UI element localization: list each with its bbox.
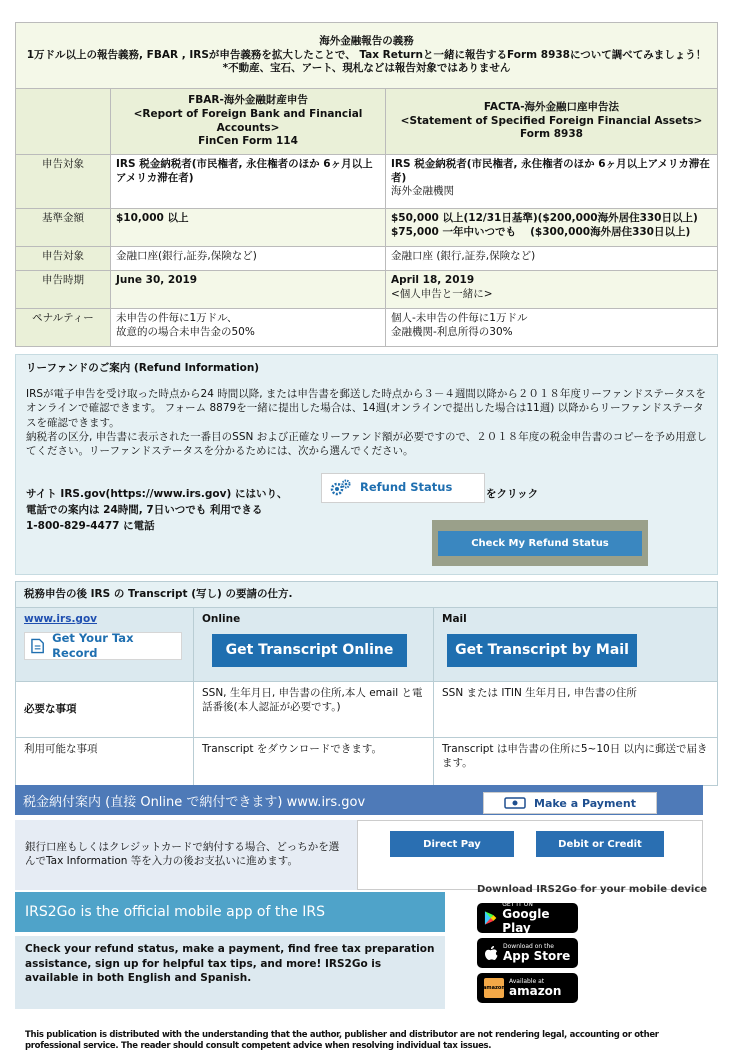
download-label: Download IRS2Go for your mobile device [477, 884, 708, 895]
amazon-logo-text: amazon [483, 985, 505, 991]
google-play-text: Google Play [502, 907, 550, 935]
requirements-online: SSN, 生年月日, 申告書の住所,本人 email と電話番後(本人認証が必要です。) [194, 682, 434, 738]
refund-paragraph-2: 納税者の区分, 申告書に表示された一番目のSSN および正確なリーファンド額が必要ですので、２０１８年度の税金申告書のコピーを予め用意してください。リーファンドステータスを分かるためには、次から選んでください。 [26, 430, 707, 457]
fbar-title: FBAR-海外金融財産申告 [188, 94, 308, 107]
facta-cell [386, 209, 718, 247]
disclaimer: This publication is distributed with the understanding that the author, publisher and distributor are not rendering legal, accounting or other professional service. The reader should consult competent advice when resolving individual tax issues. [25, 1030, 659, 1052]
payment-options-box [357, 820, 703, 890]
online-cell [194, 608, 434, 682]
availability-label: 利用可能な事項 [16, 738, 194, 786]
payment-title: 税金納付案内 (直接 Online で納付できます) www.irs.gov [23, 794, 366, 810]
facta-cell [386, 271, 718, 309]
fbar-cell: $10,000 以上 [111, 209, 386, 247]
overview-line1: 1万ドル以上の報告義務, FBAR , IRSが申告義務を拡大したことで、 Tax Returnと一緒に報告するForm 8938について調べてみましょう！ [26, 48, 707, 61]
row-label: 申告時期 [16, 271, 111, 309]
transcript-table [15, 581, 718, 786]
gears-icon [330, 479, 352, 497]
facta-cell-line1: $50,000 以上(12/31日基準)($200,000海外居住330日以上) [391, 212, 698, 224]
document-icon [31, 638, 44, 654]
table-row [16, 682, 718, 738]
online-heading: Online [202, 613, 241, 625]
amazon-badge[interactable] [477, 973, 578, 1003]
table-row [16, 209, 718, 247]
overview-title: 海外金融報告の義務 [319, 35, 414, 48]
refund-paragraph-1: IRSが電子申告を受け取った時点から24 時間以降, または申告書を郵送した時点から３－４週間以降から２０１８年度リーファンドステータスをオンラインで確認できます。 フォーム 8879を一緒に提出した場合は、14週(オンラインで提出した場合は11週) 以降からリーファンドステータスを確認できます。 [26, 388, 706, 429]
debit-credit-button[interactable]: Debit or Credit [536, 831, 664, 857]
refund-info-section [15, 354, 718, 575]
facta-cell [386, 155, 718, 209]
app-store-badge[interactable] [477, 938, 578, 968]
refund-status-label: Refund Status [360, 480, 453, 495]
google-play-icon [484, 910, 497, 926]
app-store-small-text: Download on the [503, 942, 554, 950]
facta-cell-line2: 金融機関-利息所得の30% [391, 325, 513, 338]
fbar-column-header [111, 89, 386, 155]
direct-pay-button[interactable]: Direct Pay [390, 831, 514, 857]
refund-phone-number: 1-800-829-4477 に電話 [26, 520, 155, 532]
tax-record-label: Get Your Tax Record [52, 630, 134, 661]
fbar-subtitle: <Report of Foreign Bank and Financial Accounts> [133, 107, 363, 134]
fbar-cell-line1: 未申告の件毎に1万ドル、 [116, 312, 238, 324]
refund-title: リーファンドのご案内 (Refund Information) [26, 362, 260, 374]
table-row [16, 738, 718, 786]
table-row [16, 271, 718, 309]
facta-cell-line2: <個人申告と一緒に> [391, 287, 493, 300]
amazon-text: amazon [509, 983, 562, 998]
facta-cell-line2: 海外金融機関 [391, 185, 454, 198]
refund-click-text: をクリック [486, 488, 539, 500]
fbar-comparison-table [15, 22, 718, 347]
get-transcript-online-button[interactable]: Get Transcript Online [212, 634, 407, 667]
fbar-form: FinCen Form 114 [198, 135, 298, 148]
row-label: ペナルティー [16, 309, 111, 347]
overview-header [16, 23, 718, 89]
amazon-small-text: Available at [509, 977, 545, 985]
requirements-label: 必要な事項 [16, 682, 194, 738]
money-icon [504, 797, 526, 809]
facta-title: FACTA-海外金融口座申告法 [483, 101, 620, 114]
fbar-cell: June 30, 2019 [111, 271, 386, 309]
google-play-badge[interactable] [477, 903, 578, 933]
fbar-cell-line2: 故意的の場合未申告金の50% [116, 325, 255, 338]
fbar-cell [111, 309, 386, 347]
facta-column-header [386, 89, 718, 155]
irs2go-description: Check your refund status, make a payment, find free tax preparation assistance, sign up for helpful tax tips, and more! IRS2Go is available in both English and Spanish. [15, 936, 445, 1009]
row-label: 申告対象 [16, 247, 111, 271]
fbar-cell: 金融口座(銀行,証券,保険など) [111, 247, 386, 271]
mail-heading: Mail [442, 613, 467, 625]
mail-cell [434, 608, 718, 682]
apple-icon [484, 945, 498, 961]
transcript-title: 税務申告の後 IRS の Transcript (写し) の要請の仕方. [16, 582, 718, 608]
facta-cell [386, 309, 718, 347]
get-transcript-by-mail-button[interactable]: Get Transcript by Mail [447, 634, 637, 667]
check-refund-status-button[interactable]: Check My Refund Status [438, 531, 642, 556]
table-row [16, 608, 718, 682]
row-label: 申告対象 [16, 155, 111, 209]
facta-cell-line2: $75,000 一年中いつでも ($300,000海外居住330日以上) [391, 225, 691, 238]
make-payment-button[interactable] [483, 792, 657, 814]
facta-cell: 金融口座 (銀行,証券,保険など) [386, 247, 718, 271]
requirements-mail: SSN または ITIN 生年月日, 申告書の住所 [434, 682, 718, 738]
irs-link-cell [16, 608, 194, 682]
payment-description: 銀行口座もしくはクレジットカードで納付する場合、どっちかを選んでTax Information 等を入力の後お支払いに進めます。 [25, 841, 340, 868]
amazon-logo-icon [484, 978, 504, 998]
availability-online: Transcript をダウンロードできます。 [194, 738, 434, 786]
availability-mail: Transcript は申告書の住所に5~10日 以内に郵送で届きます。 [434, 738, 718, 786]
facta-cell-line1: April 18, 2019 [391, 274, 475, 286]
app-store-text: App Store [503, 948, 571, 963]
irs2go-title: IRS2Go is the official mobile app of the IRS [25, 904, 326, 920]
facta-cell-line1: IRS 税金納税者(市民権者, 永住権者のほか 6ヶ月以上アメリカ滞在者) [391, 158, 710, 184]
google-play-small-text: GET IT ON [502, 901, 533, 909]
check-refund-status-banner[interactable] [432, 520, 648, 566]
table-row [16, 247, 718, 271]
overview-line2: *不動産、宝石、アート、現札などは報告対象ではありません [222, 62, 511, 75]
irs2go-title-bar [15, 892, 445, 932]
corner-cell [16, 89, 111, 155]
table-row [16, 155, 718, 209]
irs-gov-link[interactable]: www.irs.gov [24, 613, 98, 625]
refund-phone-line1: 電話での案内は 24時間, 7日いつでも 利用できる [26, 504, 263, 516]
row-label: 基準金額 [16, 209, 111, 247]
table-row [16, 309, 718, 347]
facta-cell-line1: 個人-未申告の件毎に1万ドル [391, 312, 528, 324]
facta-subtitle: <Statement of Specified Foreign Financial Assets> [400, 114, 703, 127]
make-payment-label: Make a Payment [534, 796, 636, 810]
get-tax-record-button[interactable] [24, 632, 182, 660]
refund-status-button[interactable] [321, 473, 485, 503]
refund-site-text: サイト IRS.gov(https://www.irs.gov) にはいり、 [26, 488, 288, 500]
fbar-cell: IRS 税金納税者(市民権者, 永住権者のほか 6ヶ月以上アメリカ滞在者) [111, 155, 386, 209]
facta-form: Form 8938 [520, 128, 583, 141]
